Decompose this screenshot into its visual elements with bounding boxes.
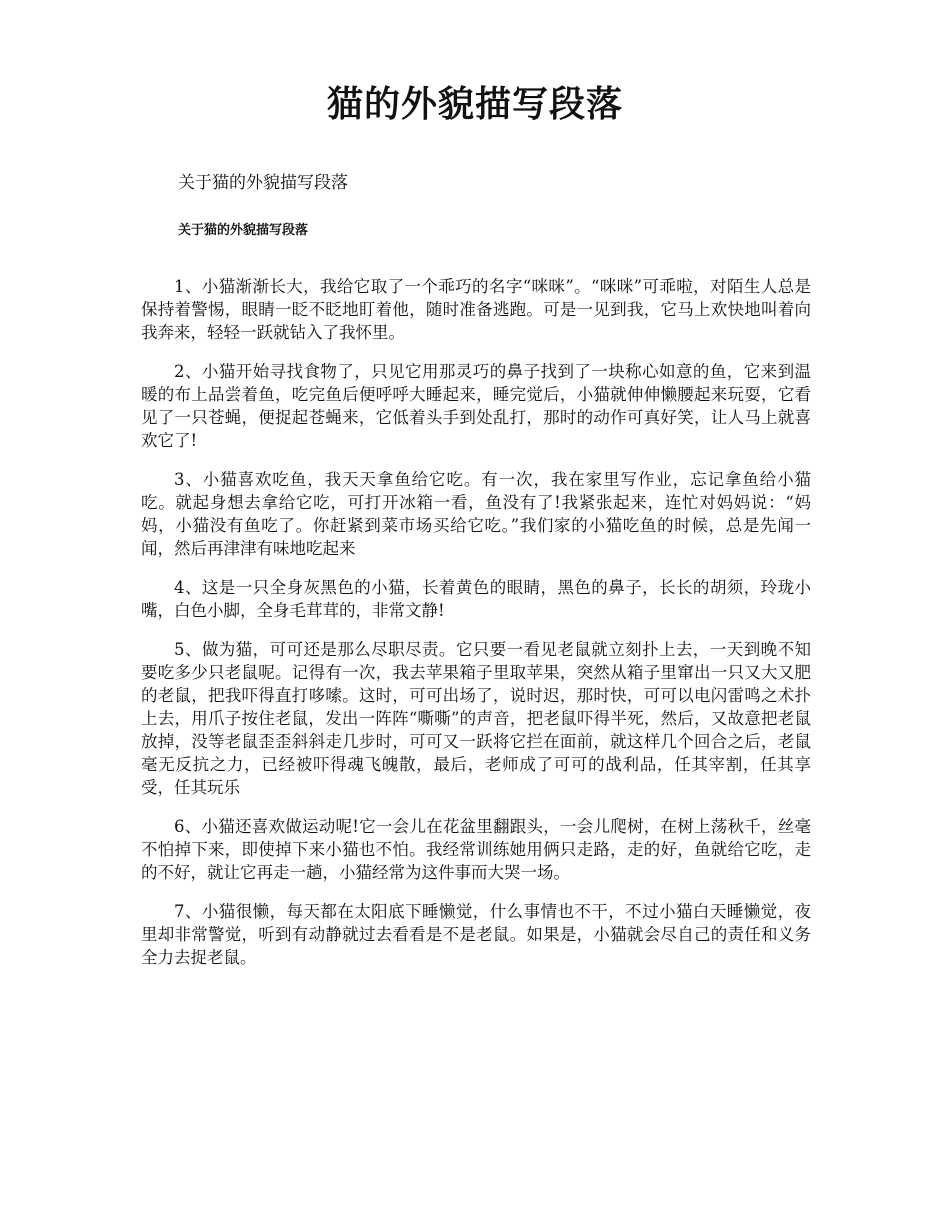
- paragraph-3: 3、小猫喜欢吃鱼，我天天拿鱼给它吃。有一次，我在家里写作业，忘记拿鱼给小猫吃。就起身想去拿给它吃，可打开冰箱一看，鱼没有了!我紧张起来，连忙对妈妈说：“妈妈，小猫没有鱼吃了。你赶紧到菜市场买给它吃。”我们家的小猫吃鱼的时候，总是先闻一闻，然后再津津有味地吃起来: [141, 470, 811, 558]
- paragraph-6: 6、小猫还喜欢做运动呢!它一会儿在花盆里翻跟头，一会儿爬树，在树上荡秋千，丝毫不怕掉下来，即使掉下来小猫也不怕。我经常训练她用俩只走路，走的好，鱼就给它吃，走的不好，就让它再走一趟，小猫经常为这件事而大哭一场。: [141, 817, 811, 882]
- section-heading: 关于猫的外貌描写段落: [178, 223, 309, 238]
- paragraph-2: 2、小猫开始寻找食物了，只见它用那灵巧的鼻子找到了一块称心如意的鱼，它来到温暖的布上品尝着鱼，吃完鱼后便呼呼大睡起来，睡完觉后，小猫就伸伸懒腰起来玩耍，它看见了一只苍蝇，便捉起苍蝇来，它低着头手到处乱打，那时的动作可真好笑，让人马上就喜欢它了!: [141, 362, 811, 450]
- paragraph-5: 5、做为猫，可可还是那么尽职尽责。它只要一看见老鼠就立刻扑上去，一天到晚不知要吃多少只老鼠呢。记得有一次，我去苹果箱子里取苹果，突然从箱子里窜出一只又大又肥的老鼠，把我吓得直打哆嗦。这时，可可出场了，说时迟，那时快，可可以电闪雷鸣之术扑上去，用爪子按住老鼠，发出一阵阵“嘶嘶”的声音，把老鼠吓得半死，然后，又故意把老鼠放掉，没等老鼠歪歪斜斜走几步时，可可又一跃将它拦在面前，就这样几个回合之后，老鼠毫无反抗之力，已经被吓得魂飞魄散，最后，老师成了可可的战利品，任其宰割，任其享受，任其玩乐: [141, 640, 811, 797]
- paragraph-1: 1、小猫渐渐长大，我给它取了一个乖巧的名字“咪咪”。“咪咪”可乖啦，对陌生人总是保持着警惕，眼睛一眨不眨地盯着他，随时准备逃跑。可是一见到我，它马上欢快地叫着向我奔来，轻轻一跃就钻入了我怀里。: [141, 277, 811, 342]
- document-body: [141, 275, 811, 985]
- paragraph-7: 7、小猫很懒，每天都在太阳底下睡懒觉，什么事情也不干，不过小猫白天睡懒觉，夜里却非常警觉，听到有动静就过去看看是不是老鼠。如果是，小猫就会尽自己的责任和义务全力去捉老鼠。: [141, 902, 811, 967]
- page-title: 猫的外貌描写段落: [326, 83, 623, 125]
- paragraph-4: 4、这是一只全身灰黑色的小猫，长着黄色的眼睛，黑色的鼻子，长长的胡须，玲珑小嘴，白色小脚，全身毛茸茸的，非常文静!: [141, 578, 811, 620]
- document-subtitle: 关于猫的外貌描写段落: [178, 173, 348, 193]
